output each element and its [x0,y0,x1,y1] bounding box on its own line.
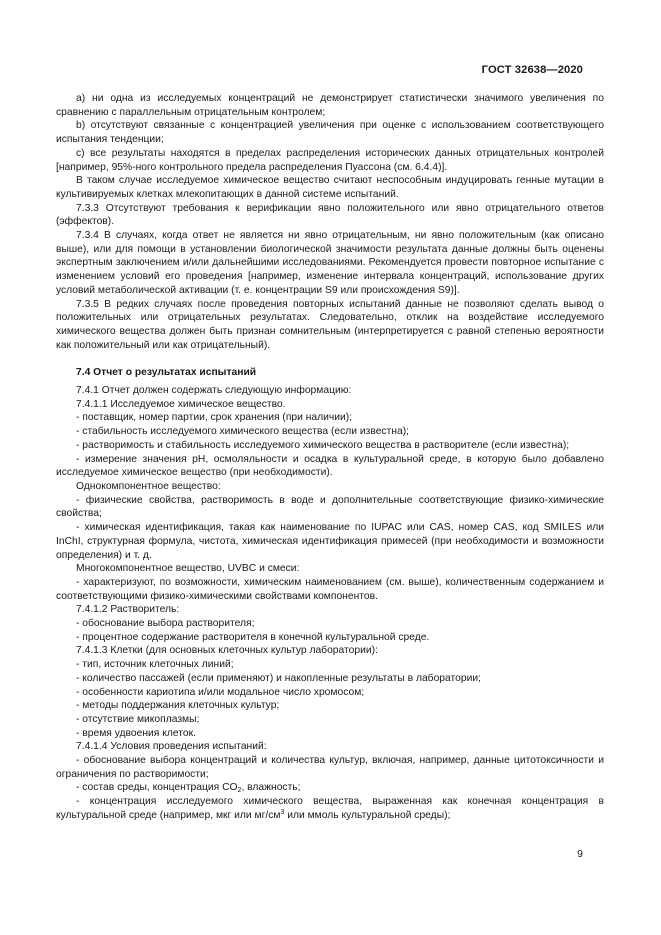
list-item-co2 [56,781,604,795]
page-number: 9 [577,848,583,860]
document-body [56,92,604,823]
subheading: Однокомпонентное вещество: [76,480,221,492]
list-item: - стабильность исследуемого химического вещества (если известна); [76,426,409,438]
list-item: - поставщик, номер партии, срок хранения (при наличии); [76,412,353,424]
list-item: - методы поддержания клеточных культур; [76,700,280,712]
list-item: - химическая идентификация, такая как наименование по IUPAC или CAS, номер CAS, код SMILES или InChI, структурная формула, чистота, химическая идентификация примесей (при необходимости и возможности определения) и т. д. [56,522,604,561]
list-item: - физические свойства, растворимость в воде и дополнительные соответствующие физико-химические свойства; [56,494,604,520]
paragraph-7-3-5: 7.3.5 В редких случаях после проведения повторных испытаний данные не позволяют сделать вывод о положительных или отрицательных результатах. Следовательно, отклик на воздействие исследуемого химического вещества должен быть признан сомнительным (интерпретируется с равной степенью вероятности как положительный или как отрицательный). [56,298,604,351]
concentration-suffix: или ммоль культуральной среды); [284,809,451,821]
document-id-header: ГОСТ 32638—2020 [481,64,583,76]
cm3-superscript: 3 [280,808,285,816]
paragraph: 7.4.1.2 Растворитель: [76,604,180,616]
concentration-prefix: - концентрация исследуемого химического вещества, выраженная как конечная концентрация в культуральной среде (например, мкг или мг/см [56,796,604,821]
list-item-concentration [56,795,604,822]
paragraph-7-3-4: 7.3.4 В случаях, когда ответ не является ни явно отрицательным, ни явно положительным (как описано выше), или для помощи в установлении биологической значимости результата данные должны быть оценены экспертным заключением и/или дальнейшими исследованиями. Рекомендуется провести повторное испытание с изменением условий его проведения [например, изменение интервала концентраций, использование других условий метаболической активации (т. е. концентрации S9 или происхождения S9)]. [56,230,604,296]
co2-subscript: 2 [237,787,242,795]
paragraph: 7.4.1.4 Условия проведения испытаний: [76,741,267,753]
list-item: - количество пассажей (если применяют) и накопленные результаты в лаборатории; [76,672,481,684]
list-item: - растворимость и стабильность исследуемого химического вещества в растворителе (если известна); [76,439,570,451]
list-item: - время удвоения клеток. [76,727,196,739]
co2-prefix: - состав среды, концентрация CO [76,782,238,794]
co2-suffix: , влажность; [241,782,301,794]
list-item-a: а) ни одна из исследуемых концентраций не демонстрирует статистически значимого увеличения по сравнению с параллельным отрицательным контролем; [56,93,604,118]
section-heading-7-4: 7.4 Отчет о результатах испытаний [76,367,257,379]
list-item-b: b) отсутствуют связанные с концентрацией увеличения при оценке с использованием соответствующего испытания тенденции; [56,120,604,146]
paragraph: 7.4.1.3 Клетки (для основных клеточных культур лаборатории): [76,645,378,657]
list-item: - обоснование выбора растворителя; [76,618,255,630]
list-item: - процентное содержание растворителя в конечной культуральной среде. [76,631,430,643]
list-item: - тип, источник клеточных линий; [76,659,234,671]
list-item: - измерение значения pH, осмоляльности и осадка в культуральной среде, в которую было добавлено исследуемое химическое вещество (при необходимости). [56,453,604,479]
subheading: Многокомпонентное вещество, UVBC и смеси: [76,563,300,575]
conclusion-paragraph: В таком случае исследуемое химическое вещество считают неспособным индуцировать генные мутации в культивируемых клетках млекопитающих в данной системе испытаний. [56,175,604,200]
list-item: - обоснование выбора концентраций и количества культур, включая, например, данные цитотоксичности и ограничения по растворимости; [56,755,604,780]
paragraph: 7.4.1.1 Исследуемое химическое вещество. [76,398,286,410]
paragraph-7-3-3: 7.3.3 Отсутствуют требования к верификации явно положительного или явно отрицательного ответов (эффектов). [56,202,604,228]
list-item-c: с) все результаты находятся в пределах распределения исторических данных отрицательных контролей [например, 95%-ного контрольного предела распределения Пуассона (см. 6.4.4)]. [56,147,604,173]
list-item: - особенности кариотипа и/или модальное число хромосом; [76,686,365,698]
paragraph: 7.4.1 Отчет должен содержать следующую информацию: [76,385,352,397]
list-item: - отсутствие микоплазмы; [76,713,200,725]
list-item: - характеризуют, по возможности, химическим наименованием (см. выше), количественным содержанием и соответствующими физико-химическими свойствами компонентов. [56,576,604,602]
